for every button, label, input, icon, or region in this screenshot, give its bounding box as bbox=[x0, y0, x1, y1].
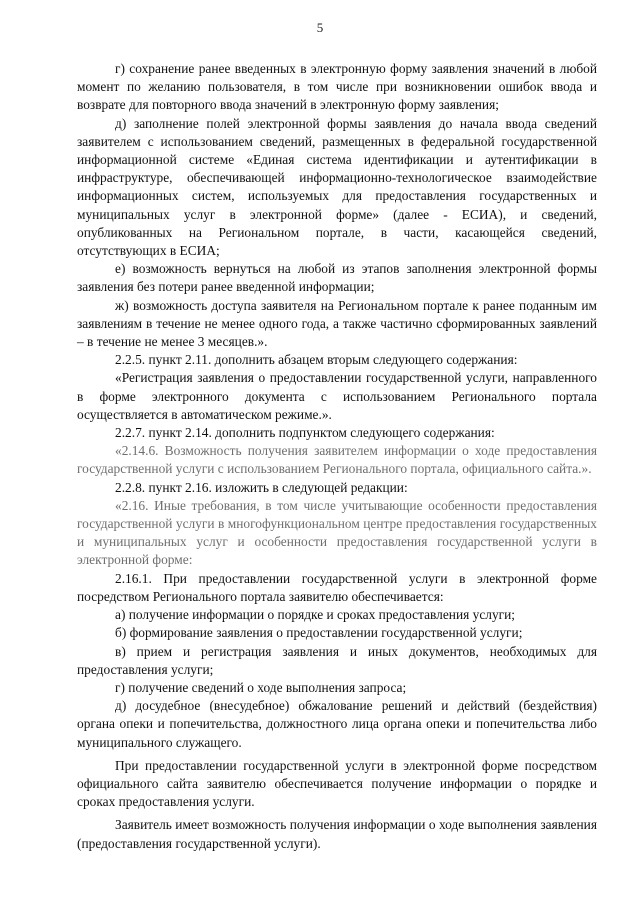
paragraph-g-request-status: г) получение сведений о ходе выполнения запроса; bbox=[115, 679, 407, 695]
paragraph-2-14-6: «2.14.6. Возможность получения заявителем информации о ходе предоставления государственной услуги с использованием Регионального портала, официального сайта.». bbox=[77, 443, 597, 477]
paragraph-2-2-8: 2.2.8. пункт 2.16. изложить в следующей редакции: bbox=[115, 479, 408, 495]
page-number: 5 bbox=[316, 20, 324, 35]
paragraph-g-save-values: г) сохранение ранее введенных в электронную форму заявления значений в любой момент по желанию пользователя, в том числе при возникновении ошибок ввода и возврате для повторного ввода значений в электронную форму заявления; bbox=[77, 61, 597, 113]
paragraph-official-site: При предоставлении государственной услуги в электронной форме посредством официального сайта заявителю обеспечивается получение информации о порядке и сроках предоставления услуги. bbox=[77, 757, 597, 810]
paragraph-zh-access-applications: ж) возможность доступа заявителя на Региональном портале к ранее поданным им заявлениям в течение не менее одного года, а также частично сформированных заявлений – в течение не менее 3 месяцев.». bbox=[77, 297, 597, 350]
paragraph-2-16-1: 2.16.1. При предоставлении государственной услуги в электронной форме посредством Регионального портала заявителю обеспечивается: bbox=[77, 570, 597, 604]
paragraph-e-return-to-step: е) возможность вернуться на любой из этапов заполнения электронной формы заявления без потери ранее введенной информации; bbox=[77, 261, 597, 295]
paragraph-2-16: «2.16. Иные требования, в том числе учитывающие особенности предоставления государственной услуги в многофункциональном центре предоставления государственных и муниципальных услуг и особенности предоставления государственной услуги в электронной форме: bbox=[77, 497, 597, 568]
paragraph-registration-auto: «Регистрация заявления о предоставлении государственной услуги, направленного в форме электронного документа с использованием Регионального портала осуществляется в автоматическом режиме.». bbox=[77, 370, 597, 422]
paragraph-a-info: а) получение информации о порядке и сроках предоставления услуги; bbox=[115, 607, 516, 623]
paragraph-v-registration-docs: в) прием и регистрация заявления и иных документов, необходимых для предоставления услуги; bbox=[77, 643, 597, 677]
paragraph-b-form-application: б) формирование заявления о предоставлении государственной услуги; bbox=[115, 625, 523, 641]
paragraph-2-2-7: 2.2.7. пункт 2.14. дополнить подпунктом следующего содержания: bbox=[115, 425, 495, 441]
paragraph-d-appeal: д) досудебное (внесудебное) обжалование решений и действий (бездействия) органа опеки и попечительства, должностного лица органа опеки и попечительства либо муниципального служащего. bbox=[77, 698, 597, 750]
paragraph-applicant-status-info: Заявитель имеет возможность получения информации о ходе выполнения заявления (предоставления государственной услуги). bbox=[77, 817, 597, 851]
document-body bbox=[77, 60, 597, 853]
paragraph-2-2-5: 2.2.5. пункт 2.11. дополнить абзацем вторым следующего содержания: bbox=[115, 352, 518, 368]
paragraph-d-autofill-esia: д) заполнение полей электронной формы заявления до начала ввода сведений заявителем с использованием сведений, размещенных в федеральной государственной информационной системе «Единая система идентификации и аутентификации в инфраструктуре, обеспечивающей информационно-технологическое взаимодействие информационных систем, используемых для предоставления государственных и муниципальных услуг в электронной форме» (далее - ЕСИА), и сведений, опубликованных на Региональном портале, в части, касающейся сведений, отсутствующих в ЕСИА; bbox=[77, 115, 597, 259]
